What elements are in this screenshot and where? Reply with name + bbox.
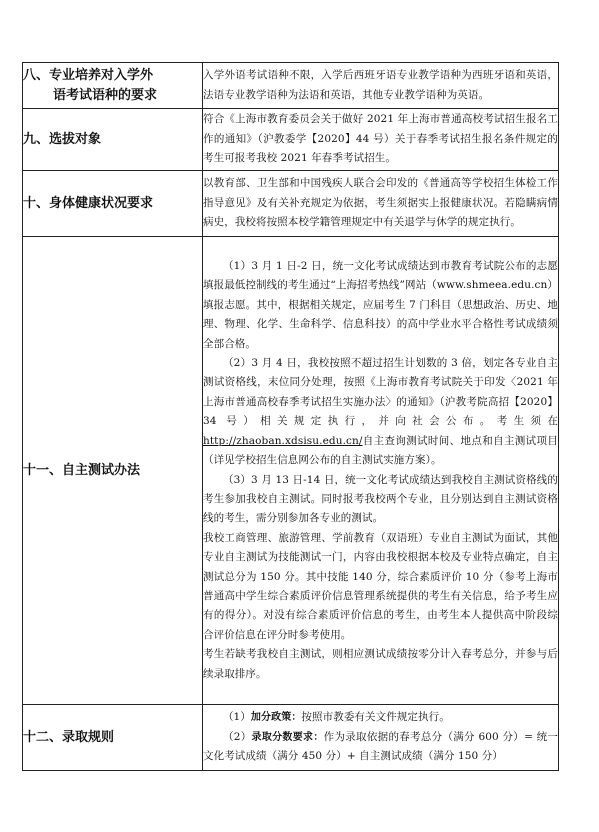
- paragraph: 以教育部、卫生部和中国残疾人联合会印发的《普通高等学校招生体检工作指导意见》及有关补充规定为依据，考生须据实上报健康状况。若隐瞒病情病史，我校将按照本校学籍管理规定中有关退学与休学的规定执行。: [203, 177, 558, 229]
- rule-text: 按照市教委有关文件规定执行。: [301, 711, 450, 724]
- row-heading-admission-rules: [23, 705, 203, 771]
- rule-bonus-points: [203, 708, 558, 727]
- paragraph-step-3: （3）3 月 13 日-14 日，统一文化考试成绩达到我校自主测试资格线的考生参加我校自主测试。同时报考我校两个专业，且分别达到自主测试资格线的考生，需分别参加各专业的测试。: [203, 473, 558, 525]
- paragraph-step-1: （1）3 月 1 日-2 日，统一文化考试成绩达到市教育考试院公布的志愿填报最低控制线的考生通过“上海招考热线”网站（www.shmeea.edu.cn）填报志愿。其中，根据相关规定，应届考生 7 门科目（思想政治、历史、地理、物理、化学、生命科学、信息科技）的高中学业水平合格性考试成绩须全部合格。: [203, 260, 558, 350]
- paragraph-absence-rule: 考生若缺考我校自主测试，则相应测试成绩按零分计入春考总分，并参与后续录取排序。: [203, 648, 558, 680]
- heading-line-1: 八、专业培养对入学外: [23, 67, 154, 83]
- rule-number: （2）: [222, 730, 252, 743]
- table-row-8: [23, 63, 559, 109]
- paragraph: 符合《上海市教育委员会关于做好 2021 年上海市普通高校考试招生报名工作的通知》（沪教委学【2020】44 号）关于春季考试招生报名条件规定的考生可报考我校 2021 年春季考试招生。: [203, 113, 558, 165]
- rule-score-requirement: [203, 728, 558, 767]
- paragraph-test-content: 我校工商管理、旅游管理、学前教育（双语班）专业自主测试为面试，其他专业自主测试为技能测试一门，内容由我校根据本校及专业特点确定，自主测试总分为 150 分。其中技能 140 分，综合素质评价 10 分（参考上海市普通高中学生综合素质评价信息管理系统提供的考生有关信息，给予考生应有的得分）。对没有综合素质评价信息的考生，由考生本人提供高中阶段综合评价信息在评分时参考使用。: [203, 531, 558, 641]
- row-content-eligible-applicants: [203, 109, 559, 171]
- row-heading-eligible-applicants: [23, 109, 203, 171]
- row-heading-language-requirement: [23, 63, 203, 109]
- heading-line-2: 语考试语种的要求: [53, 87, 158, 103]
- row-heading-health-requirement: [23, 171, 203, 237]
- row-content-health-requirement: [203, 171, 559, 237]
- admissions-website-link[interactable]: http://zhaoban.xdsisu.edu.cn/: [203, 434, 363, 447]
- step-2-text: （2）3 月 4 日，我校按照不超过招生计划数的 3 倍，划定各专业自主测试资格线，末位同分处理，按照《上海市教育考试院关于印发〈2021 年上海市普通高校春季考试招生实施办法〉的通知》（沪教考院高招【2020】34 号）相关规定执行，并向社会公布。考生须在: [203, 357, 558, 428]
- rule-label: 录取分数要求：: [251, 731, 324, 743]
- heading-text: 九、选拔对象: [23, 131, 102, 147]
- row-content-language-requirement: [203, 63, 559, 109]
- rule-text: 作为录取依据的春考总分（满分 600 分）= 统一文化考试成绩（满分 450 分）+ 自主测试成绩（满分 150 分）: [203, 730, 559, 763]
- table-row-9: [23, 109, 559, 171]
- heading-text: 十二、录取规则: [23, 729, 115, 745]
- rule-label: 加分政策：: [250, 712, 302, 724]
- heading-text: 十、身体健康状况要求: [23, 195, 154, 211]
- row-content-admission-rules: [203, 705, 559, 771]
- table-row-11: [23, 237, 559, 705]
- table-row-10: [23, 171, 559, 237]
- heading-text: 十一、自主测试办法: [23, 462, 141, 478]
- row-content-self-test-method: [203, 237, 559, 705]
- table-row-12: [23, 705, 559, 771]
- step-2-text-continued: 自主查询测试时间、地点和自主测试项目（详见学校招生信息网公布的自主测试实施方案）。: [203, 434, 558, 467]
- paragraph: 入学外语考试语种不限，入学后西班牙语专业教学语种为西班牙语和英语，法语专业教学语种为法语和英语，其他专业教学语种为英语。: [203, 69, 558, 101]
- paragraph-step-2: [203, 354, 558, 470]
- admission-rules-table: [22, 62, 559, 771]
- rule-number: （1）: [222, 711, 251, 724]
- row-heading-self-test-method: [23, 237, 203, 705]
